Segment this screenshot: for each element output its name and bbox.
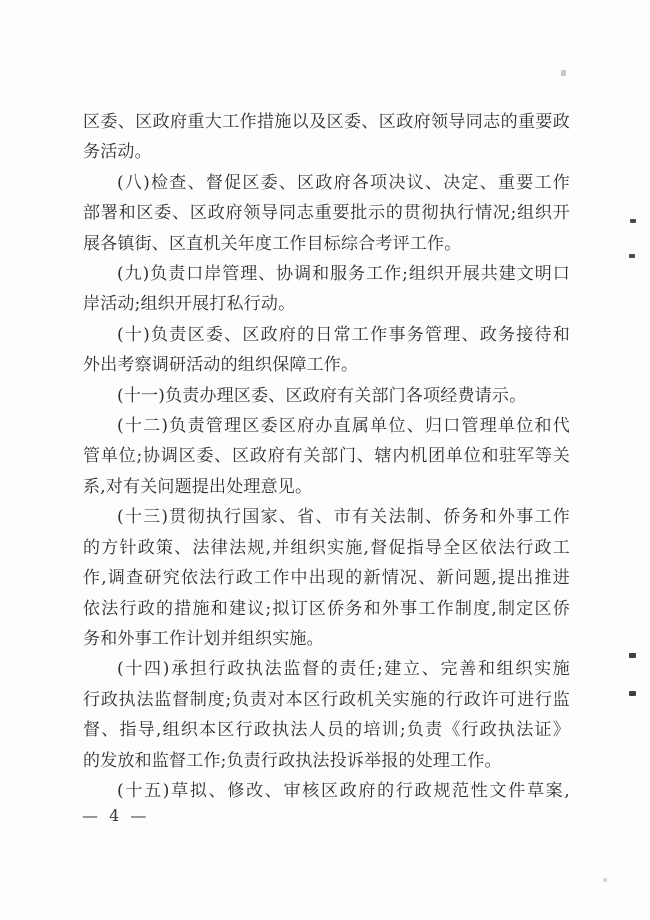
text-line: (十五)草拟、修改、审核区政府的行政规范性文件草案, xyxy=(117,780,570,801)
text-line: 区委、区政府重大工作措施以及区委、区政府领导同志的重要政 xyxy=(83,112,570,132)
text-line: (九)负责口岸管理、协调和服务工作;组织开展共建文明口 xyxy=(117,264,570,285)
scan-artifact xyxy=(629,653,636,658)
text-line: (十四)承担行政执法监督的责任;建立、完善和组织实施 xyxy=(117,659,570,680)
scan-artifact xyxy=(629,254,635,258)
scan-artifact xyxy=(603,878,607,882)
scan-artifact xyxy=(561,70,566,76)
text-line: 行政执法监督制度;负责对本区行政机关实施的行政许可进行监 xyxy=(83,689,570,710)
text-line: 展各镇街、区直机关年度工作目标综合考评工作。 xyxy=(83,233,462,254)
text-line: (十)负责区委、区政府的日常工作事务管理、政务接待和 xyxy=(117,324,570,345)
text-line: 的方针政策、法律法规,并组织实施,督促指导全区依法行政工 xyxy=(83,537,570,558)
text-line: 督、指导,组织本区行政执法人员的培训;负责《行政执法证》 xyxy=(83,720,570,741)
text-line: (十一)负责办理区委、区政府有关部门各项经费请示。 xyxy=(117,385,527,406)
text-line: (十三)贯彻执行国家、省、市有关法制、侨务和外事工作 xyxy=(117,507,570,528)
text-line: 作,调查研究依法行政工作中出现的新情况、新问题,提出推进 xyxy=(83,568,570,589)
page-number: — 4 — xyxy=(82,806,150,825)
text-line: 的发放和监督工作;负责行政执法投诉举报的处理工作。 xyxy=(83,750,502,771)
text-line: 外出考察调研活动的组织保障工作。 xyxy=(83,355,359,376)
text-line: (十二)负责管理区委区府办直属单位、归口管理单位和代 xyxy=(117,416,570,437)
scan-artifact xyxy=(630,219,636,223)
text-line: 系,对有关问题提出处理意见。 xyxy=(83,476,313,497)
text-line: 务活动。 xyxy=(83,142,152,163)
text-line: 管单位;协调区委、区政府有关部门、辖内机团单位和驻军等关 xyxy=(83,446,570,467)
document-body xyxy=(83,107,570,806)
scan-artifact xyxy=(629,691,636,696)
text-line: (八)检查、督促区委、区政府各项决议、决定、重要工作 xyxy=(117,172,570,193)
text-line: 依法行政的措施和建议;拟订区侨务和外事工作制度,制定区侨 xyxy=(83,598,570,619)
text-line: 务和外事工作计划并组织实施。 xyxy=(83,628,324,649)
text-line: 部署和区委、区政府领导同志重要批示的贯彻执行情况;组织开 xyxy=(83,203,570,224)
text-line: 岸活动;组织开展打私行动。 xyxy=(83,294,296,315)
